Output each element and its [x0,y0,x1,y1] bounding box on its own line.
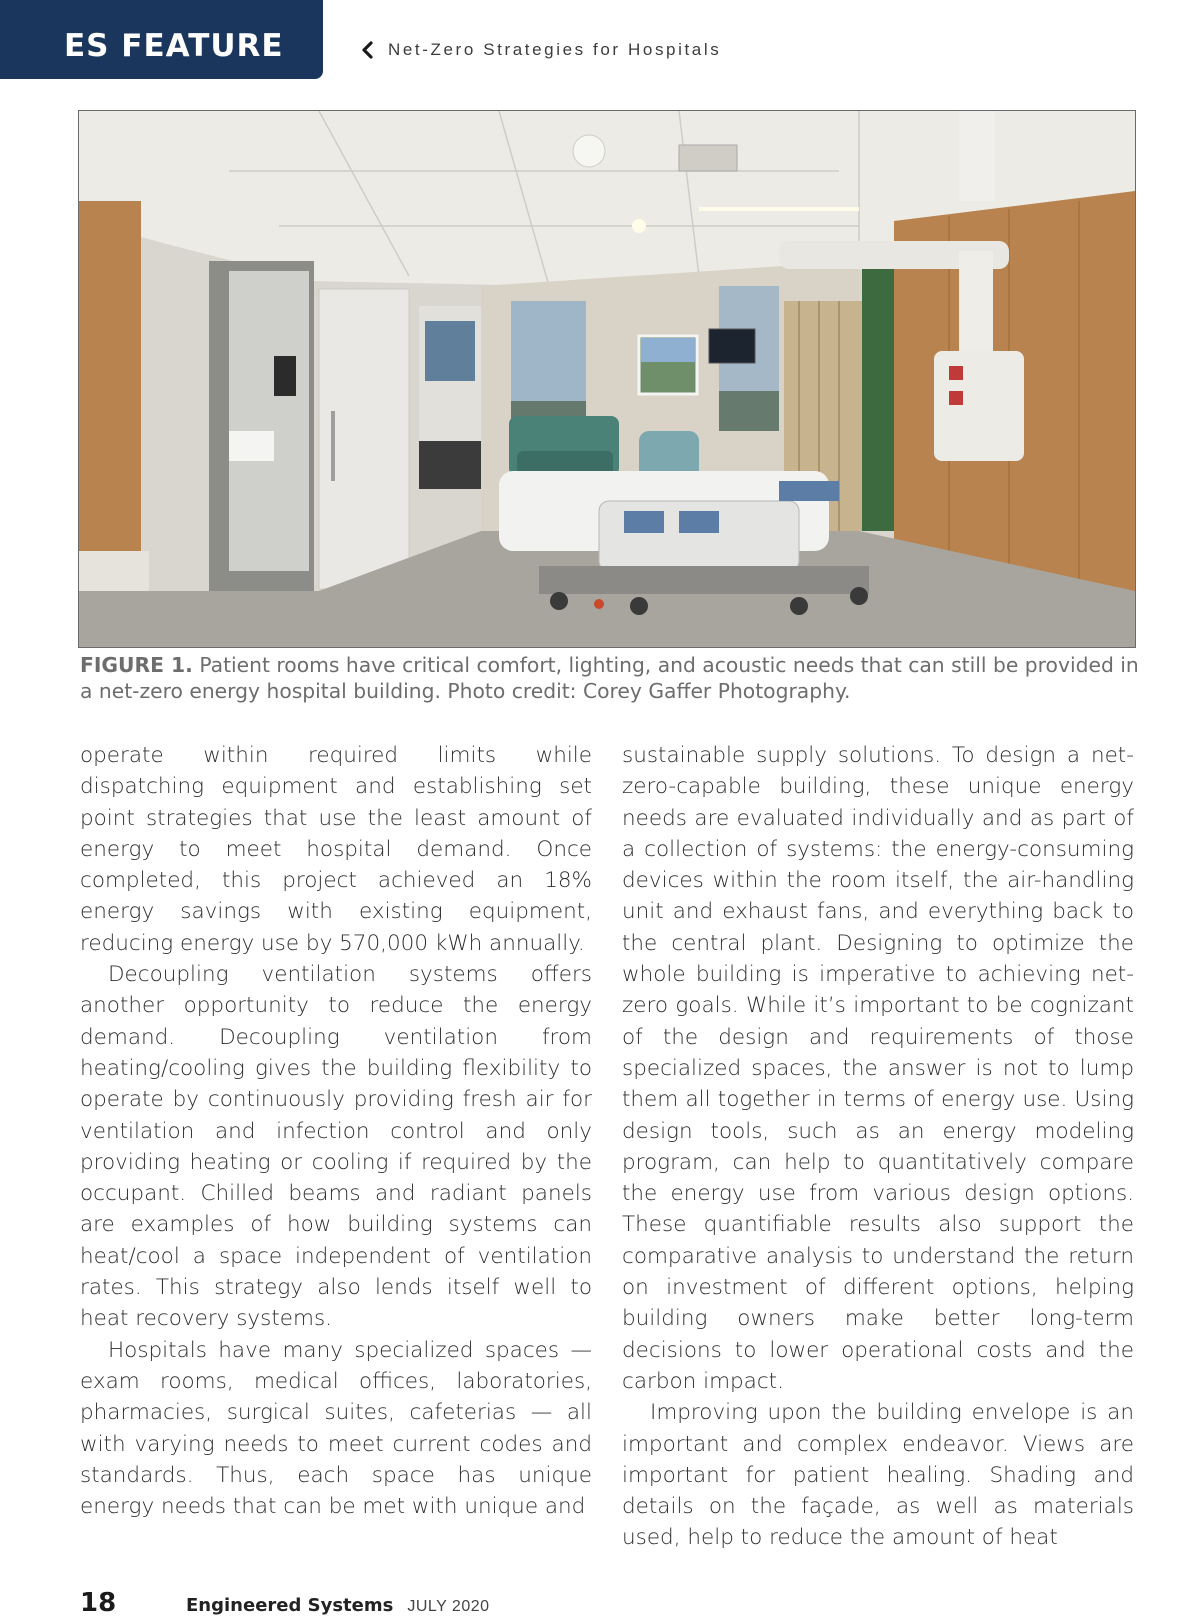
article-column-right [622,740,1134,1554]
magazine-name: Engineered Systems [186,1595,394,1616]
figure-caption [80,652,1144,704]
back-link-label: Net-Zero Strategies for Hospitals [388,40,722,59]
chevron-left-icon [360,41,376,59]
section-tab [0,0,323,79]
paragraph: Decoupling ventilation systems offers another opportunity to reduce the energy demand. Decoupling ventilation from heating/cooling gives the building flexibility to operate by continuously providing fresh air for ventilation and infection control and only providing heating or cooling if required by the occupant. Chilled beams and radiant panels are examples of how building systems can heat/cool a space independent of ventilation rates. This strategy also lends itself well to heat recovery systems. [80,962,592,1332]
page-number: 18 [80,1588,117,1618]
paragraph: Improving upon the building envelope is an important and complex endeavor. Views are important for patient healing. Shading and details on the façade, as well as materials used, help to reduce the amount of heat [622,1400,1134,1551]
paragraph: sustainable supply solutions. To design a net-zero-capable building, these unique energy needs are evaluated individually and as part of a collection of systems: the energy-consuming devices within the room itself, the air-handling unit and exhaust fans, and everything back to the central plant. Designing to optimize the whole building is imperative to achieving net-zero goals. While it’s important to be cognizant of the design and requirements of those specialized spaces, the answer is not to lump them all together in terms of energy use. Using design tools, such as an energy modeling program, can help to quantitatively compare the energy use from various design options. These quantifiable results also support the comparative analysis to understand the return on investment of different options, helping building owners make better long-term decisions to lower operational costs and the carbon impact. [622,743,1134,1394]
figure-caption-text: Patient rooms have critical comfort, lighting, and acoustic needs that can still be provided in a net-zero energy hospital building. Photo credit: Corey Gaffer Photography. [80,653,1139,703]
hospital-room-photo [78,110,1136,648]
figure-label: FIGURE 1. [80,653,193,677]
paragraph: Hospitals have many specialized spaces — exam rooms, medical offices, laboratories, pharmacies, surgical suites, cafeterias — all with varying needs to meet current codes and standards. Thus, each space has unique energy needs that can be met with unique and [80,1337,592,1520]
issue-date: JULY 2020 [407,1598,490,1615]
page-footer [80,1588,490,1618]
back-link[interactable] [360,40,721,60]
section-tab-label: ES FEATURE [64,28,284,64]
paragraph: operate within required limits while dispatching equipment and establishing set point strategies that use the least amount of energy to meet hospital demand. Once completed, this project achieved an 18% energy savings with existing equipment, reducing energy use by 570,000 kWh annually. [80,743,592,956]
article-column-left [80,740,592,1522]
